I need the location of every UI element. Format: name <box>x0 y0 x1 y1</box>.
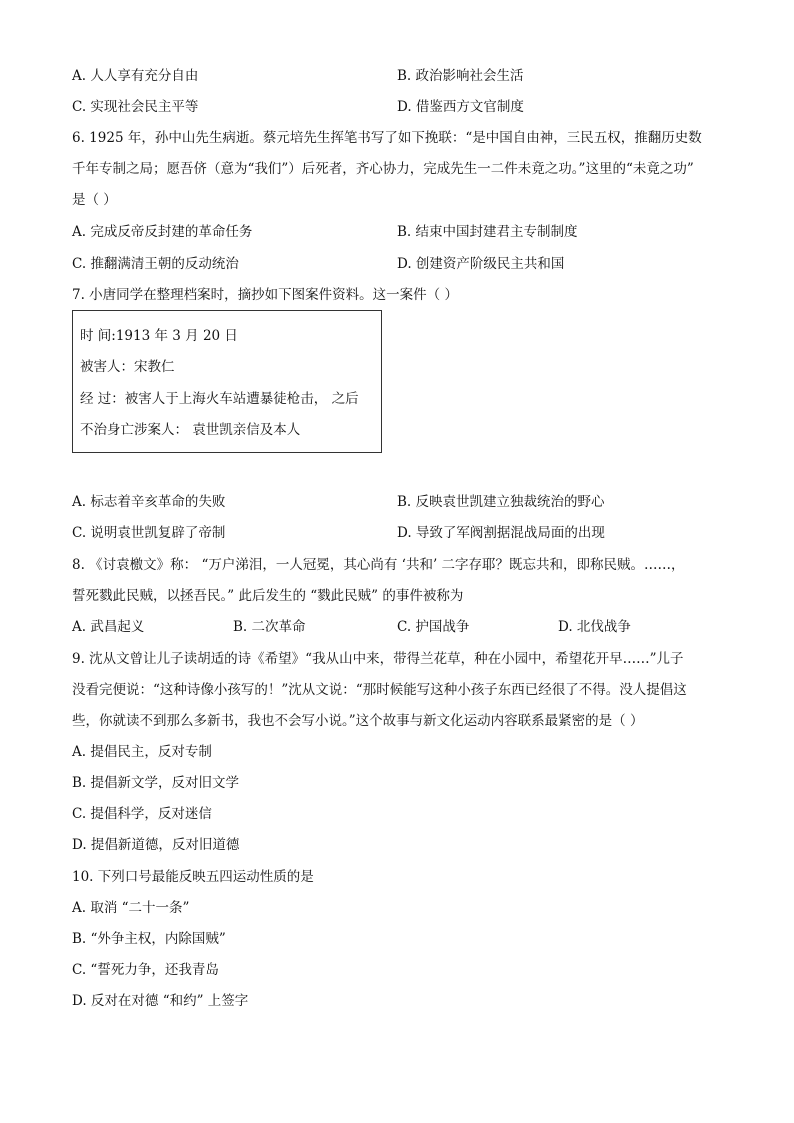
q9-stem-line-2: 没看完便说：“这种诗像小孩写的！”沈从文说：“那时候能写这种小孩子东西已经很了不得。没人提倡这 <box>72 682 687 698</box>
q7-option-b: B. 反映袁世凯建立独裁统治的野心 <box>397 494 605 510</box>
q7-option-a: A. 标志着辛亥革命的失败 <box>72 494 226 510</box>
case-record-victim: 被害人：宋教仁 <box>80 359 175 375</box>
q9-option-d: D. 提倡新道德，反对旧道德 <box>72 837 240 853</box>
q5-option-d: D. 借鉴西方文官制度 <box>397 99 524 115</box>
q8-option-b: B. 二次革命 <box>233 619 306 635</box>
q6-stem-line-2: 千年专制之局；愿吾侪（意为“我们”）后死者，齐心协力，完成先生一二件未竟之功。”这里的“未竟之功” <box>72 161 694 177</box>
q9-stem-line-1: 9. 沈从文曾让儿子读胡适的诗《希望》“我从山中来，带得兰花草，种在小园中，希望花开早……”儿子 <box>72 651 684 667</box>
q10-option-d: D. 反对在对德 “和约” 上签字 <box>72 993 249 1009</box>
q9-option-a: A. 提倡民主，反对专制 <box>72 744 212 760</box>
q7-option-d: D. 导致了军阀割据混战局面的出现 <box>397 525 605 541</box>
q7-stem: 7. 小唐同学在整理档案时，摘抄如下图案件资料。这一案件（ ） <box>72 287 458 303</box>
q6-stem-line-1: 6. 1925 年，孙中山先生病逝。蔡元培先生挥笔书写了如下挽联：“是中国自由神，三民五权，推翻历史数 <box>72 130 702 146</box>
q5-option-c: C. 实现社会民主平等 <box>72 99 199 115</box>
q9-stem-line-3: 些，你就读不到那么多新书，我也不会写小说。”这个故事与新文化运动内容联系最紧密的是（ ） <box>72 713 644 729</box>
case-record-time: 时 间:1913 年 3 月 20 日 <box>80 328 238 344</box>
case-record-process: 经 过：被害人于上海火车站遭暴徒枪击， 之后 <box>80 391 359 407</box>
q5-option-a: A. 人人享有充分自由 <box>72 68 199 84</box>
q6-option-a: A. 完成反帝反封建的革命任务 <box>72 224 253 240</box>
q6-option-b: B. 结束中国封建君主专制制度 <box>397 224 578 240</box>
q9-option-b: B. 提倡新文学，反对旧文学 <box>72 775 240 791</box>
q5-option-b: B. 政治影响社会生活 <box>397 68 524 84</box>
q9-option-c: C. 提倡科学，反对迷信 <box>72 806 212 822</box>
q10-stem: 10. 下列口号最能反映五四运动性质的是 <box>72 869 314 885</box>
q8-stem-line-2: 誓死戮此民贼，以拯吾民。” 此后发生的 “戮此民贼” 的事件被称为 <box>72 588 464 604</box>
q8-option-a: A. 武昌起义 <box>72 619 145 635</box>
q8-option-c: C. 护国战争 <box>397 619 470 635</box>
q10-option-c: C. “誓死力争，还我青岛 <box>72 962 219 978</box>
q8-option-d: D. 北伐战争 <box>558 619 631 635</box>
q7-option-c: C. 说明袁世凯复辟了帝制 <box>72 525 226 541</box>
q6-option-c: C. 推翻满清王朝的反动统治 <box>72 256 239 272</box>
q10-option-b: B. “外争主权，内除国贼” <box>72 931 226 947</box>
q10-option-a: A. 取消 “二十一条” <box>72 900 190 916</box>
case-record-suspects: 不治身亡涉案人： 袁世凯亲信及本人 <box>80 422 301 438</box>
q6-option-d: D. 创建资产阶级民主共和国 <box>397 256 565 272</box>
q6-stem-line-3: 是（ ） <box>72 192 117 208</box>
q8-stem-line-1: 8. 《讨袁檄文》称： “万户涕泪，一人冠冕，其心尚有 ‘共和’ 二字存耶？既忘共和，即称民贼。……， <box>72 557 685 573</box>
